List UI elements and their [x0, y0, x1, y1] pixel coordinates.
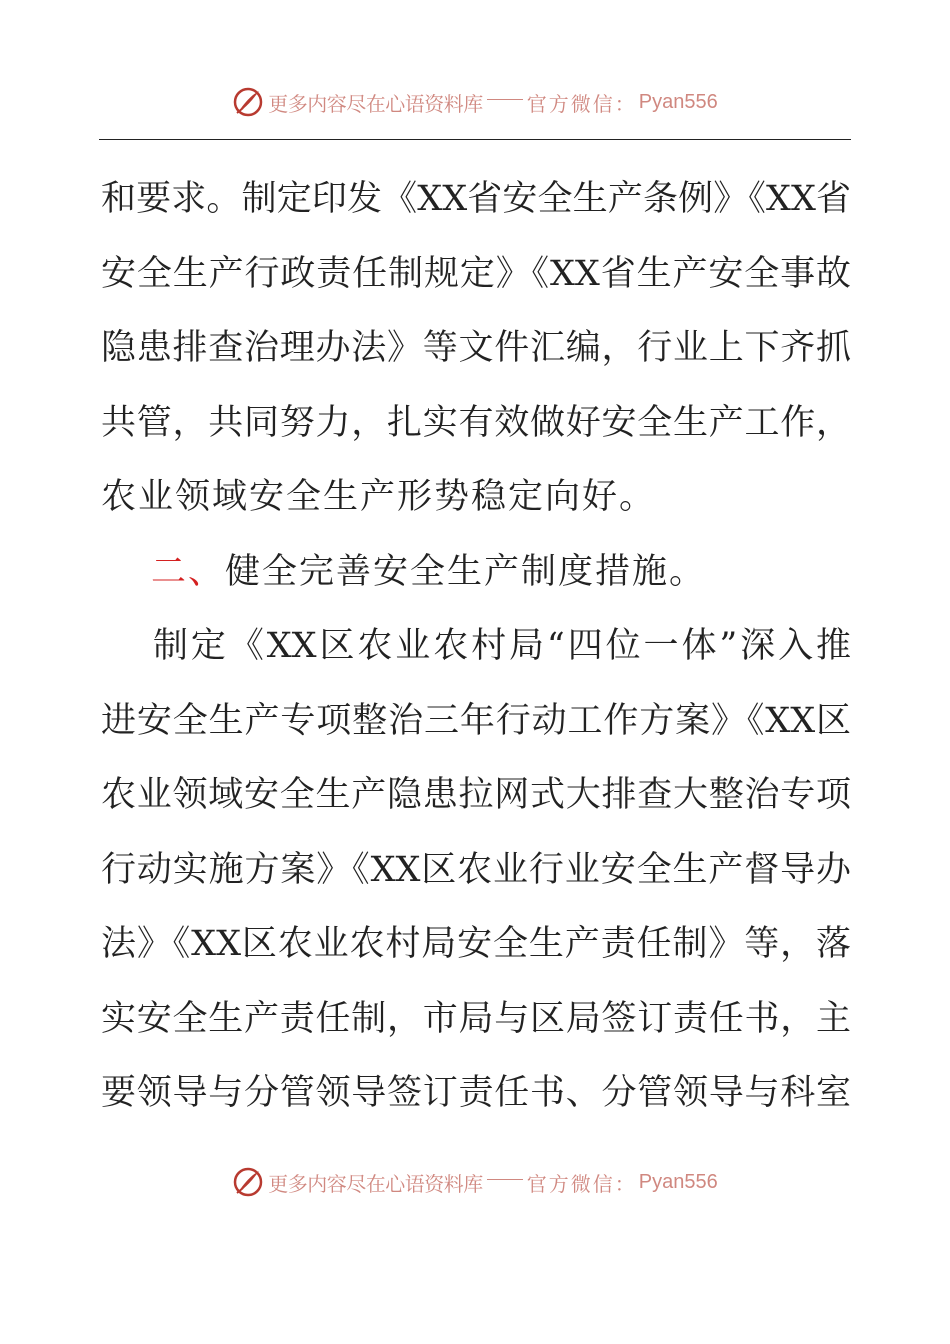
body-line: 法》《XX区农业农村局安全生产责任制》等，落 — [101, 924, 851, 964]
body-line: 共管，共同努力，扎实有效做好安全生产工作， — [101, 402, 851, 443]
section-heading — [101, 535, 851, 610]
banner-wechat-id: Pyan556 — [638, 1170, 718, 1193]
body-line: 农业领域安全生产形势稳定向好。 — [101, 477, 657, 517]
header-banner — [0, 82, 950, 122]
body-line: 进安全生产专项整治三年行动工作方案》《XX区 — [101, 700, 851, 741]
body-line: 制定《XX区农业农村局“四位一体”深入推 — [153, 626, 851, 666]
body-line: 要领导与分管领导签订责任书、分管领导与科室 — [101, 1073, 851, 1113]
document-body — [101, 162, 851, 1131]
header-rule — [99, 139, 851, 140]
banner-wechat-label: 官方微信： — [526, 91, 637, 116]
banner-library-text: 更多内容尽在心语资料库 — [268, 1171, 483, 1196]
banner-dash — [487, 1179, 523, 1180]
body-line: 农业领域安全生产隐患拉网式大排查大整治专项 — [101, 775, 851, 815]
body-line: 隐患排查治理办法》等文件汇编，行业上下齐抓 — [101, 328, 851, 368]
banner-wechat-id: Pyan556 — [638, 90, 718, 113]
section-heading-number: 二、 — [151, 551, 226, 592]
banner-wechat-label: 官方微信： — [526, 1171, 637, 1196]
body-line: 安全生产行政责任制规定》《XX省生产安全事故 — [101, 253, 851, 294]
footer-banner — [0, 1162, 950, 1202]
quill-logo-icon — [232, 1166, 264, 1198]
section-heading-text: 健全完善安全生产制度措施。 — [225, 551, 707, 592]
banner-library-text: 更多内容尽在心语资料库 — [268, 91, 483, 116]
body-line: 实安全生产责任制，市局与区局签订责任书，主 — [101, 998, 851, 1039]
body-line: 行动实施方案》《XX区农业行业安全生产督导办 — [101, 849, 851, 890]
banner-dash — [487, 99, 523, 100]
quill-logo-icon — [232, 86, 264, 118]
body-line: 和要求。制定印发《XX省安全生产条例》《XX省 — [101, 179, 851, 219]
